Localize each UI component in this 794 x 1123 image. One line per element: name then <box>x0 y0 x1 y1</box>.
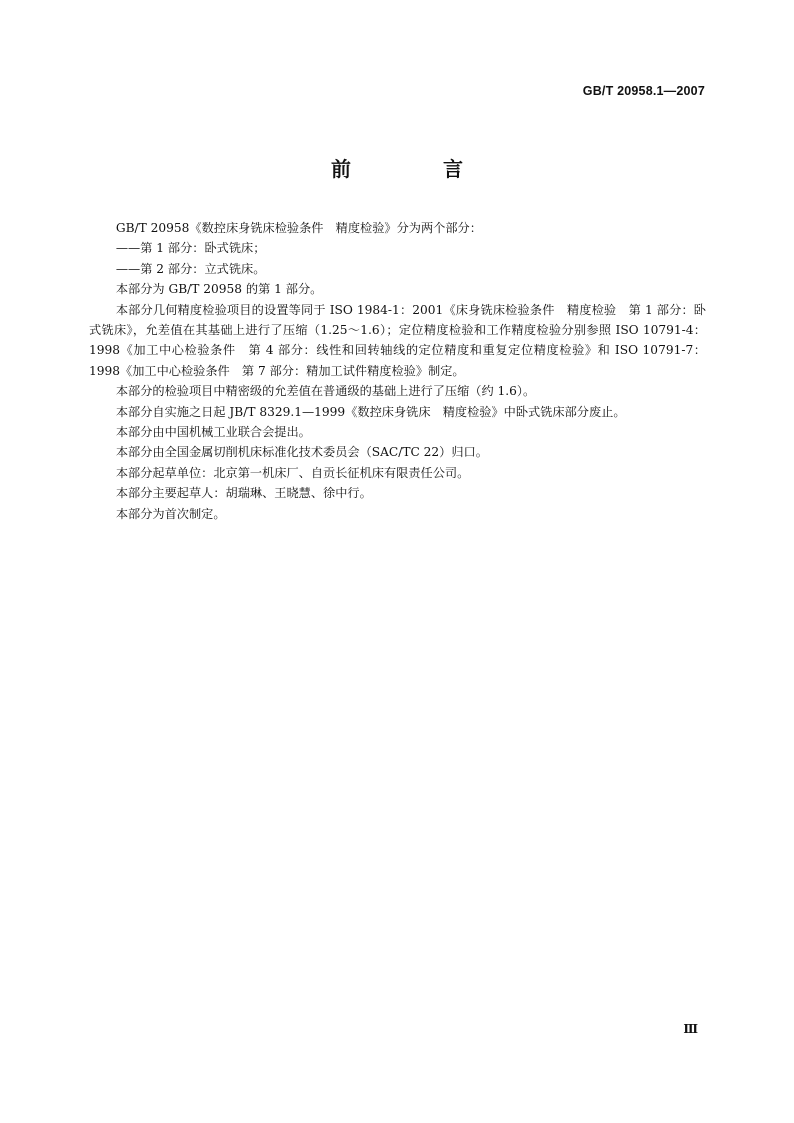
standard-code: GB/T 20958.1—2007 <box>582 84 705 98</box>
paragraph-supersedes: 本部分自实施之日起 JB/T 8329.1—1999《数控床身铣床 精度检验》中卧式铣床部分废止。 <box>115 404 626 419</box>
list-item-part-1: ——第 1 部分：卧式铣床； <box>115 241 266 256</box>
paragraph-precision-grade: 本部分的检验项目中精密级的允差值在普通级的基础上进行了压缩（约 1.6）。 <box>115 384 536 399</box>
paragraph-proposed-by: 本部分由中国机械工业联合会提出。 <box>115 425 311 440</box>
paragraph-part-statement: 本部分为 GB/T 20958 的第 1 部分。 <box>115 282 323 297</box>
page-title: 前 言 <box>331 157 499 181</box>
list-item-part-2: ——第 2 部分：立式铣床。 <box>115 261 266 276</box>
paragraph-equivalence: 本部分几何精度检验项目的设置等同于 ISO 1984-1：2001《床身铣床检验条件 精度检验 第 1 部分：卧式铣床》，允差值在其基础上进行了压缩（1.25～1.6）；定位精度检验和工作精度检验分别参照 ISO 10791-4：1998《加工中心检验条件 第 4 部分：线性和回转轴线的定位精度和重复定位精度检验》和 ISO 10791-7：1998《加工中心检验条件 第 7 部分：精加工试件精度检验》制定。 <box>89 302 706 378</box>
paragraph-first-edition: 本部分为首次制定。 <box>115 506 226 521</box>
paragraph-drafters: 本部分主要起草人：胡瑞琳、王晓慧、徐中行。 <box>115 486 372 501</box>
foreword-body <box>89 218 706 524</box>
page-number: Ⅲ <box>683 1022 698 1036</box>
paragraph-intro: GB/T 20958《数控床身铣床检验条件 精度检验》分为两个部分： <box>115 221 482 235</box>
paragraph-centralized-by: 本部分由全国金属切削机床标准化技术委员会（SAC/TC 22）归口。 <box>115 445 488 460</box>
paragraph-drafting-units: 本部分起草单位：北京第一机床厂、自贡长征机床有限责任公司。 <box>115 465 470 480</box>
